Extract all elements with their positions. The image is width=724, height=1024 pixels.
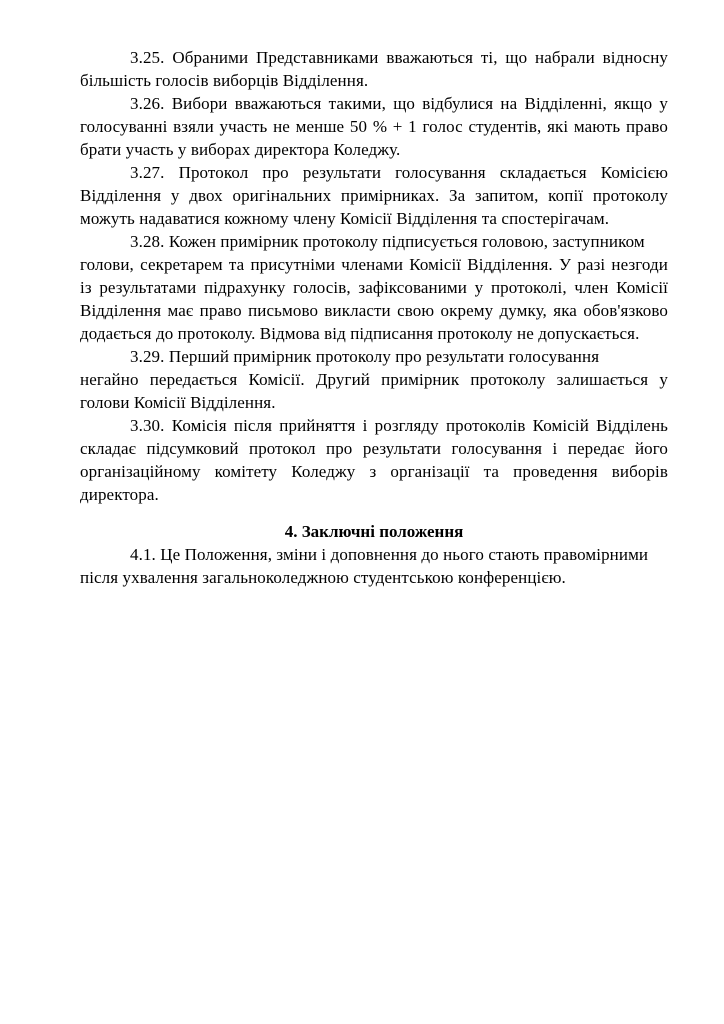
paragraph-3.26 <box>80 92 668 161</box>
paragraph-3.27 <box>80 161 668 230</box>
paragraph-3.25 <box>80 46 668 92</box>
text-line: голосуванні взяли участь не менше 50 % + 1 голос студентів, які мають право <box>80 117 668 136</box>
text-line: Відділення у двох оригінальних примірниках. За запитом, копії протоколу <box>80 186 668 205</box>
text-line: 3.29. Перший примірник протоколу про результати голосування <box>130 347 600 366</box>
section-3 <box>80 46 668 506</box>
text-line: складає підсумковий протокол про результати голосування і передає його <box>80 439 668 458</box>
text-line: 3.28. Кожен примірник протоколу підписується головою, заступником <box>130 232 645 251</box>
text-line: організаційному комітету Коледжу з організації та проведення виборів <box>80 462 668 481</box>
section-heading: 4. Заключні положення <box>284 522 464 541</box>
text-line: негайно передається Комісії. Другий примірник протоколу залишається у <box>80 370 668 389</box>
text-line: 3.26. Вибори вважаються такими, що відбулися на Відділенні, якщо у <box>130 94 668 113</box>
paragraph-4.1 <box>80 543 668 589</box>
text-line: голови, секретарем та присутніми членами Комісії Відділення. У разі незгоди <box>80 255 668 274</box>
text-line: Відділення має право письмово викласти свою окрему думку, яка обов'язково <box>80 301 668 320</box>
text-line: 3.25. Обраними Представниками вважаються ті, що набрали відносну <box>130 48 668 67</box>
paragraph-3.29 <box>80 345 668 414</box>
paragraph-3.30 <box>80 414 668 506</box>
text-line: можуть надаватися кожному члену Комісії Відділення та спостерігачам. <box>80 209 610 228</box>
text-line: 3.30. Комісія після прийняття і розгляду протоколів Комісій Відділень <box>130 416 668 435</box>
paragraph-3.28 <box>80 230 668 345</box>
text-line: брати участь у виборах директора Коледжу. <box>80 140 401 159</box>
text-line: 3.27. Протокол про результати голосування складається Комісією <box>130 163 668 182</box>
document-body <box>80 46 668 589</box>
text-line: 4.1. Це Положення, зміни і доповнення до нього стають правомірними <box>130 545 649 564</box>
text-line: додається до протоколу. Відмова від підписання протоколу не допускається. <box>80 324 640 343</box>
text-line: директора. <box>80 485 159 504</box>
text-line: більшість голосів виборців Відділення. <box>80 71 369 90</box>
text-line: із результатами підрахунку голосів, зафіксованими у протоколі, член Комісії <box>80 278 668 297</box>
text-line: голови Комісії Відділення. <box>80 393 276 412</box>
section-4 <box>80 543 668 589</box>
text-line: після ухвалення загальноколеджною студентською конференцією. <box>80 568 566 587</box>
